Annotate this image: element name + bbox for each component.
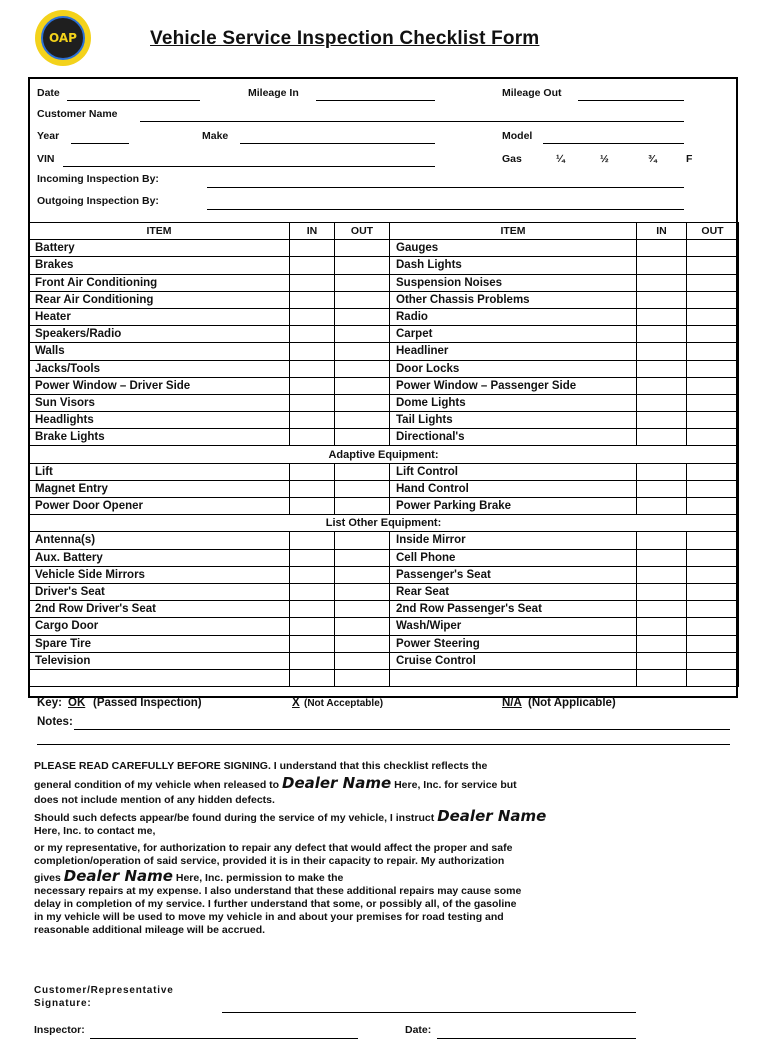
out-right-checkbox[interactable] <box>687 360 739 377</box>
in-right-checkbox[interactable] <box>637 412 687 429</box>
blank-cell[interactable] <box>390 669 637 686</box>
in-right-checkbox[interactable] <box>637 618 687 635</box>
out-right-checkbox[interactable] <box>687 480 739 497</box>
item-left: Aux. Battery <box>29 549 290 566</box>
item-left: 2nd Row Driver's Seat <box>29 601 290 618</box>
form-title: Vehicle Service Inspection Checklist Form <box>150 28 540 49</box>
out-left-checkbox[interactable] <box>335 240 390 257</box>
in-left-checkbox[interactable] <box>290 257 335 274</box>
table-row <box>29 601 739 618</box>
in-left-checkbox[interactable] <box>290 343 335 360</box>
terms-line: general condition of my vehicle when released to <box>34 779 280 791</box>
in-left-checkbox[interactable] <box>290 429 335 446</box>
item-left: Brakes <box>29 257 290 274</box>
out-right-checkbox[interactable] <box>687 463 739 480</box>
table-row <box>29 463 739 480</box>
out-right-checkbox[interactable] <box>687 635 739 652</box>
item-right: Wash/Wiper <box>390 618 637 635</box>
item-right: Carpet <box>390 326 637 343</box>
key-x-code: X <box>292 697 300 709</box>
in-right-checkbox[interactable] <box>637 429 687 446</box>
terms-line: completion/operation of said service, provided it is in their capacity to repair. My authorization <box>34 855 505 867</box>
key-ok-text: (Passed Inspection) <box>93 697 202 709</box>
table-row <box>29 412 739 429</box>
item-left: Antenna(s) <box>29 532 290 549</box>
in-left-checkbox[interactable] <box>290 566 335 583</box>
mileage-in-field[interactable] <box>316 100 435 101</box>
blank-cell[interactable] <box>29 669 290 686</box>
in-left-checkbox[interactable] <box>290 412 335 429</box>
in-left-checkbox[interactable] <box>290 601 335 618</box>
out-right-checkbox[interactable] <box>687 240 739 257</box>
out-left-checkbox[interactable] <box>335 360 390 377</box>
out-left-checkbox[interactable] <box>335 257 390 274</box>
item-right: Directional's <box>390 429 637 446</box>
out-right-checkbox[interactable] <box>687 308 739 325</box>
item-right: Other Chassis Problems <box>390 291 637 308</box>
item-left: Rear Air Conditioning <box>29 291 290 308</box>
item-header: ITEM <box>390 223 637 240</box>
item-left: Brake Lights <box>29 429 290 446</box>
out-left-checkbox[interactable] <box>335 291 390 308</box>
out-left-checkbox[interactable] <box>335 566 390 583</box>
item-right: Dome Lights <box>390 394 637 411</box>
item-right: Lift Control <box>390 463 637 480</box>
table-row <box>29 480 739 497</box>
table-row <box>29 343 739 360</box>
item-left: Spare Tire <box>29 635 290 652</box>
in-right-checkbox[interactable] <box>637 343 687 360</box>
in-right-checkbox[interactable] <box>637 480 687 497</box>
in-right-checkbox[interactable] <box>637 394 687 411</box>
terms-line: does not include mention of any hidden defects. <box>34 794 275 806</box>
out-right-checkbox[interactable] <box>687 274 739 291</box>
customer-signature-label-2: Signature: <box>34 998 92 1009</box>
in-left-checkbox[interactable] <box>290 326 335 343</box>
item-right: Inside Mirror <box>390 532 637 549</box>
out-right-checkbox[interactable] <box>687 566 739 583</box>
item-right: 2nd Row Passenger's Seat <box>390 601 637 618</box>
in-right-checkbox[interactable] <box>637 326 687 343</box>
table-row <box>29 360 739 377</box>
terms-line: or my representative, for authorization to repair any defect that would affect the proper and safe <box>34 842 513 854</box>
key-na-text: (Not Applicable) <box>528 697 616 709</box>
other-equipment-heading: List Other Equipment: <box>29 515 739 532</box>
model-field[interactable] <box>543 143 684 144</box>
out-right-checkbox[interactable] <box>687 618 739 635</box>
incoming-inspection-field[interactable] <box>207 187 684 188</box>
out-left-checkbox[interactable] <box>335 635 390 652</box>
out-left-checkbox[interactable] <box>335 532 390 549</box>
dealer-name: Dealer Name <box>63 867 173 885</box>
mileage-in-label: Mileage In <box>248 87 299 99</box>
in-header: IN <box>637 223 687 240</box>
table-header-row <box>29 223 739 240</box>
out-right-checkbox[interactable] <box>687 394 739 411</box>
in-right-checkbox[interactable] <box>637 652 687 669</box>
gas-quarter[interactable]: ¼ <box>556 153 565 165</box>
table-row <box>29 635 739 652</box>
item-left: Television <box>29 652 290 669</box>
item-left: Headlights <box>29 412 290 429</box>
in-right-checkbox[interactable] <box>637 291 687 308</box>
item-left: Heater <box>29 308 290 325</box>
inspection-checklist-table <box>28 222 739 687</box>
gas-full[interactable]: F <box>686 153 693 165</box>
terms-line: in my vehicle will be used to move my vehicle in and about your premises for road testing and <box>34 911 504 923</box>
out-left-checkbox[interactable] <box>335 549 390 566</box>
in-left-checkbox[interactable] <box>290 463 335 480</box>
item-right: Power Steering <box>390 635 637 652</box>
item-left: Power Door Opener <box>29 498 290 515</box>
item-right: Door Locks <box>390 360 637 377</box>
item-right: Passenger's Seat <box>390 566 637 583</box>
out-right-checkbox[interactable] <box>687 549 739 566</box>
out-right-checkbox[interactable] <box>687 343 739 360</box>
out-right-checkbox[interactable] <box>687 498 739 515</box>
in-right-checkbox[interactable] <box>637 635 687 652</box>
signature-date-label: Date: <box>405 1024 432 1036</box>
item-left: Lift <box>29 463 290 480</box>
terms-line: necessary repairs at my expense. I also understand that these additional repairs may cause some <box>34 885 522 897</box>
in-right-checkbox[interactable] <box>637 360 687 377</box>
key-x-text: (Not Acceptable) <box>304 698 384 709</box>
out-right-checkbox[interactable] <box>687 532 739 549</box>
item-left: Front Air Conditioning <box>29 274 290 291</box>
out-left-checkbox[interactable] <box>335 498 390 515</box>
table-row <box>29 308 739 325</box>
key-ok-code: OK <box>68 697 86 709</box>
section-row <box>29 446 739 463</box>
in-left-checkbox[interactable] <box>290 377 335 394</box>
item-right: Cruise Control <box>390 652 637 669</box>
item-right: Radio <box>390 308 637 325</box>
mileage-out-label: Mileage Out <box>502 87 562 99</box>
table-row <box>29 326 739 343</box>
table-row <box>29 549 739 566</box>
notes-line-2[interactable] <box>37 744 730 745</box>
in-left-checkbox[interactable] <box>290 652 335 669</box>
dealer-name: Dealer Name <box>437 807 547 825</box>
customer-signature-field[interactable] <box>222 1012 636 1013</box>
table-row <box>29 274 739 291</box>
year-field[interactable] <box>71 143 129 144</box>
table-row <box>29 532 739 549</box>
table-row <box>29 257 739 274</box>
item-left: Power Window – Driver Side <box>29 377 290 394</box>
make-label: Make <box>202 130 229 142</box>
item-left: Driver's Seat <box>29 583 290 600</box>
out-left-checkbox[interactable] <box>335 601 390 618</box>
terms-line: Here, Inc. permission to make the <box>175 872 344 884</box>
customer-signature-label: Customer/Representative <box>34 985 174 996</box>
blank-cell[interactable] <box>637 669 687 686</box>
in-right-checkbox[interactable] <box>637 601 687 618</box>
in-right-checkbox[interactable] <box>637 377 687 394</box>
in-left-checkbox[interactable] <box>290 394 335 411</box>
out-left-checkbox[interactable] <box>335 326 390 343</box>
item-right: Suspension Noises <box>390 274 637 291</box>
in-left-checkbox[interactable] <box>290 635 335 652</box>
item-left: Sun Visors <box>29 394 290 411</box>
in-left-checkbox[interactable] <box>290 360 335 377</box>
in-left-checkbox[interactable] <box>290 274 335 291</box>
out-right-checkbox[interactable] <box>687 601 739 618</box>
model-label: Model <box>502 130 533 142</box>
table-row <box>29 652 739 669</box>
terms-line: Should such defects appear/be found during the service of my vehicle, I instruct <box>34 812 435 824</box>
out-right-checkbox[interactable] <box>687 257 739 274</box>
item-left: Magnet Entry <box>29 480 290 497</box>
table-row <box>29 291 739 308</box>
item-left: Walls <box>29 343 290 360</box>
table-row <box>29 240 739 257</box>
item-right: Headliner <box>390 343 637 360</box>
year-label: Year <box>37 130 60 142</box>
date-field[interactable] <box>67 100 200 101</box>
terms-line: Here, Inc. for service but <box>394 779 517 791</box>
terms-line: gives <box>34 872 61 884</box>
in-left-checkbox[interactable] <box>290 498 335 515</box>
terms-line: Here, Inc. to contact me, <box>34 825 156 837</box>
company-logo <box>35 10 91 66</box>
out-right-checkbox[interactable] <box>687 377 739 394</box>
make-field[interactable] <box>240 143 435 144</box>
gas-three-quarter[interactable]: ¾ <box>648 153 657 165</box>
in-left-checkbox[interactable] <box>290 583 335 600</box>
out-left-checkbox[interactable] <box>335 274 390 291</box>
out-left-checkbox[interactable] <box>335 652 390 669</box>
table-row-blank <box>29 669 739 686</box>
outgoing-inspection-field[interactable] <box>207 209 684 210</box>
item-left: Cargo Door <box>29 618 290 635</box>
in-left-checkbox[interactable] <box>290 532 335 549</box>
table-row <box>29 377 739 394</box>
item-header: ITEM <box>29 223 290 240</box>
section-row <box>29 515 739 532</box>
incoming-inspection-label: Incoming Inspection By: <box>37 173 159 185</box>
dealer-name: Dealer Name <box>282 774 392 792</box>
out-left-checkbox[interactable] <box>335 377 390 394</box>
in-left-checkbox[interactable] <box>290 308 335 325</box>
out-left-checkbox[interactable] <box>335 429 390 446</box>
in-right-checkbox[interactable] <box>637 583 687 600</box>
logo-text: OAP <box>41 16 85 60</box>
in-right-checkbox[interactable] <box>637 308 687 325</box>
item-right: Gauges <box>390 240 637 257</box>
out-right-checkbox[interactable] <box>687 291 739 308</box>
in-left-checkbox[interactable] <box>290 618 335 635</box>
notes-label: Notes: <box>37 716 73 728</box>
in-right-checkbox[interactable] <box>637 257 687 274</box>
terms-line: delay in completion of my service. I further understand that some, or possibly all, of the gasoline <box>34 898 517 910</box>
out-left-checkbox[interactable] <box>335 308 390 325</box>
adaptive-equipment-heading: Adaptive Equipment: <box>29 446 739 463</box>
in-right-checkbox[interactable] <box>637 274 687 291</box>
in-right-checkbox[interactable] <box>637 240 687 257</box>
out-right-checkbox[interactable] <box>687 429 739 446</box>
gas-label: Gas <box>502 153 522 165</box>
customer-name-field[interactable] <box>140 121 684 122</box>
item-left: Vehicle Side Mirrors <box>29 566 290 583</box>
key-label: Key: <box>37 697 62 709</box>
item-right: Hand Control <box>390 480 637 497</box>
inspector-field[interactable] <box>90 1038 358 1039</box>
item-right: Power Window – Passenger Side <box>390 377 637 394</box>
out-right-checkbox[interactable] <box>687 652 739 669</box>
in-left-checkbox[interactable] <box>290 549 335 566</box>
item-right: Power Parking Brake <box>390 498 637 515</box>
outgoing-inspection-label: Outgoing Inspection By: <box>37 195 159 207</box>
table-row <box>29 566 739 583</box>
item-right: Tail Lights <box>390 412 637 429</box>
table-row <box>29 618 739 635</box>
date-label: Date <box>37 87 60 99</box>
item-left: Jacks/Tools <box>29 360 290 377</box>
blank-cell[interactable] <box>687 669 739 686</box>
inspector-label: Inspector: <box>34 1024 85 1036</box>
customer-name-label: Customer Name <box>37 108 118 120</box>
in-right-checkbox[interactable] <box>637 498 687 515</box>
terms-line: reasonable additional mileage will be accrued. <box>34 924 266 936</box>
blank-cell[interactable] <box>335 669 390 686</box>
table-row <box>29 394 739 411</box>
out-left-checkbox[interactable] <box>335 618 390 635</box>
item-right: Rear Seat <box>390 583 637 600</box>
mileage-out-field[interactable] <box>578 100 684 101</box>
out-right-checkbox[interactable] <box>687 583 739 600</box>
gas-half[interactable]: ½ <box>600 153 609 165</box>
out-header: OUT <box>687 223 739 240</box>
out-right-checkbox[interactable] <box>687 326 739 343</box>
out-left-checkbox[interactable] <box>335 583 390 600</box>
out-header: OUT <box>335 223 390 240</box>
in-right-checkbox[interactable] <box>637 532 687 549</box>
out-left-checkbox[interactable] <box>335 463 390 480</box>
table-row <box>29 583 739 600</box>
out-left-checkbox[interactable] <box>335 394 390 411</box>
item-left: Speakers/Radio <box>29 326 290 343</box>
in-right-checkbox[interactable] <box>637 566 687 583</box>
in-left-checkbox[interactable] <box>290 291 335 308</box>
in-right-checkbox[interactable] <box>637 463 687 480</box>
signature-date-field[interactable] <box>437 1038 636 1039</box>
vin-label: VIN <box>37 153 55 165</box>
table-row <box>29 498 739 515</box>
in-left-checkbox[interactable] <box>290 240 335 257</box>
terms-paragraph <box>34 760 714 937</box>
in-left-checkbox[interactable] <box>290 480 335 497</box>
in-right-checkbox[interactable] <box>637 549 687 566</box>
notes-field[interactable] <box>74 729 730 730</box>
out-left-checkbox[interactable] <box>335 412 390 429</box>
in-header: IN <box>290 223 335 240</box>
item-right: Cell Phone <box>390 549 637 566</box>
blank-cell[interactable] <box>290 669 335 686</box>
key-na-code: N/A <box>502 697 522 709</box>
table-row <box>29 429 739 446</box>
out-left-checkbox[interactable] <box>335 480 390 497</box>
item-right: Dash Lights <box>390 257 637 274</box>
out-left-checkbox[interactable] <box>335 343 390 360</box>
terms-line: PLEASE READ CAREFULLY BEFORE SIGNING. I understand that this checklist reflects the <box>34 760 488 772</box>
vin-field[interactable] <box>63 166 435 167</box>
out-right-checkbox[interactable] <box>687 412 739 429</box>
item-left: Battery <box>29 240 290 257</box>
